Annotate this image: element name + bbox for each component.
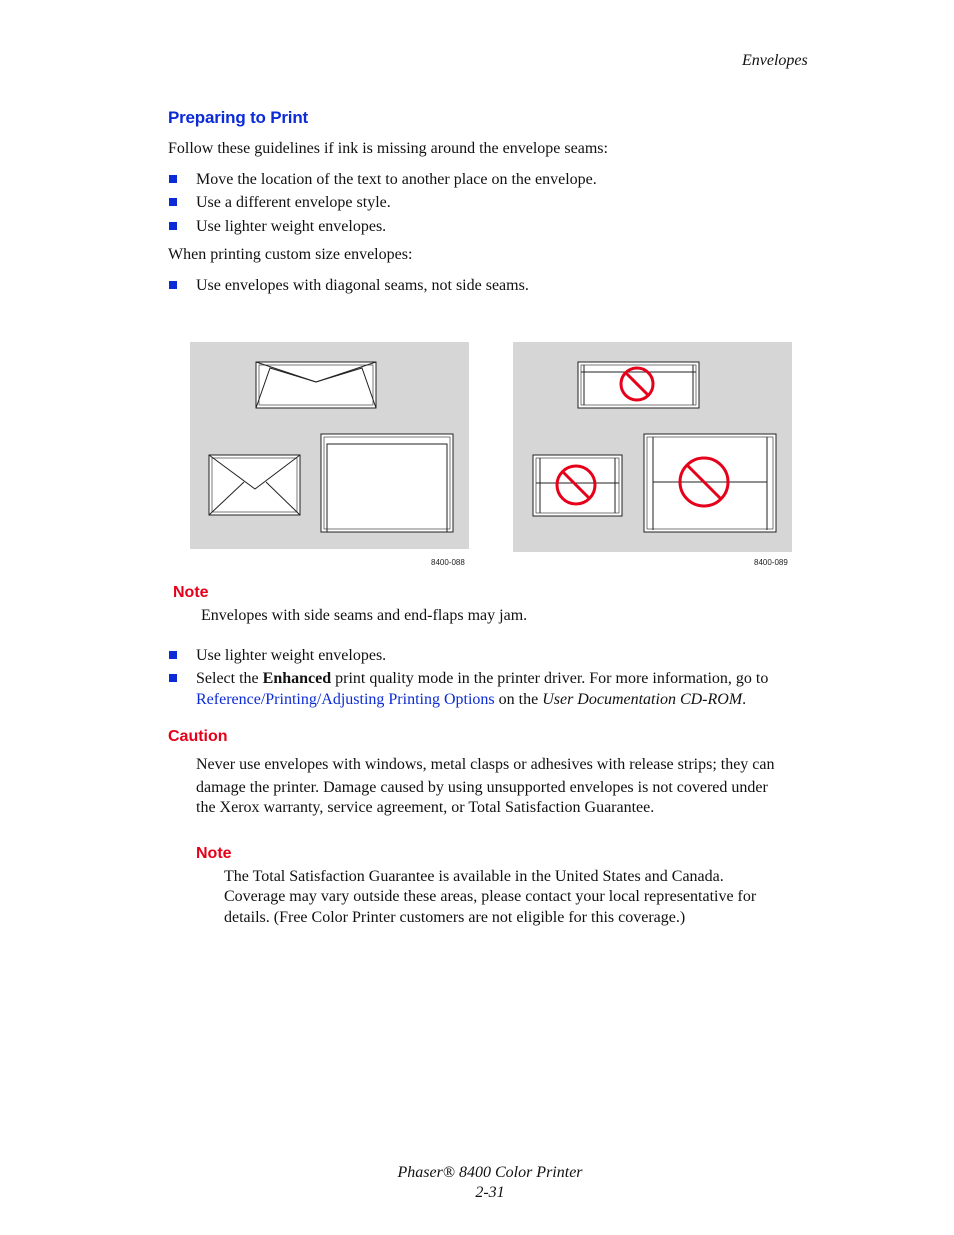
section-title: Preparing to Print bbox=[168, 108, 308, 127]
footer-page-number: 2-31 bbox=[475, 1184, 505, 1201]
list-item-continuation bbox=[196, 689, 746, 710]
bullet-icon bbox=[169, 651, 177, 659]
note-label: Note bbox=[196, 845, 232, 862]
figure-acceptable-envelopes bbox=[190, 342, 469, 549]
note-text: Envelopes with side seams and end-flaps may jam. bbox=[201, 607, 528, 624]
bullet-icon bbox=[169, 281, 177, 289]
caution-text-line: the Xerox warranty, service agreement, or Total Satisfaction Guarantee. bbox=[196, 799, 655, 816]
caution-label: Caution bbox=[168, 728, 228, 745]
list-item-text: . bbox=[742, 691, 747, 708]
bullet-icon bbox=[169, 222, 177, 230]
list-item: Use lighter weight envelopes. bbox=[196, 647, 387, 664]
list-item: Use envelopes with diagonal seams, not side seams. bbox=[196, 277, 529, 294]
custom-size-paragraph: When printing custom size envelopes: bbox=[168, 246, 413, 263]
list-item-text: on the bbox=[494, 691, 543, 708]
list-item-text: print quality mode in the printer driver. For more information, go to bbox=[331, 670, 769, 687]
envelope-icon bbox=[644, 434, 776, 532]
list-item-enhanced bbox=[196, 668, 768, 689]
enhanced-mode-term: Enhanced bbox=[262, 670, 332, 687]
note-label: Note bbox=[173, 584, 209, 601]
list-item-text: Select the bbox=[196, 670, 263, 687]
unacceptable-envelopes-illustration bbox=[513, 342, 792, 552]
note-text-line: Coverage may vary outside these areas, please contact your local representative for bbox=[224, 888, 757, 905]
envelope-icon bbox=[321, 434, 453, 532]
list-item: Move the location of the text to another place on the envelope. bbox=[196, 171, 597, 188]
running-head: Envelopes bbox=[742, 52, 808, 69]
figure-code-left: 8400-088 bbox=[431, 558, 465, 567]
bullet-icon bbox=[169, 175, 177, 183]
caution-text-line: Never use envelopes with windows, metal clasps or adhesives with release strips; they can bbox=[196, 756, 775, 773]
bullet-icon bbox=[169, 198, 177, 206]
envelope-icon bbox=[256, 362, 376, 408]
acceptable-envelopes-illustration bbox=[190, 342, 469, 549]
envelope-icon bbox=[209, 455, 300, 515]
reference-link[interactable]: Reference/Printing/Adjusting Printing Options bbox=[196, 691, 495, 708]
list-item: Use a different envelope style. bbox=[196, 194, 391, 211]
note-text-line: details. (Free Color Printer customers are not eligible for this coverage.) bbox=[224, 909, 686, 926]
note-text-line: The Total Satisfaction Guarantee is available in the United States and Canada. bbox=[224, 868, 724, 885]
intro-paragraph: Follow these guidelines if ink is missing around the envelope seams: bbox=[168, 140, 608, 157]
footer-product: Phaser® 8400 Color Printer bbox=[397, 1164, 583, 1181]
list-item: Use lighter weight envelopes. bbox=[196, 218, 387, 235]
cd-rom-title: User Documentation CD-ROM bbox=[542, 691, 743, 708]
caution-text-line: damage the printer. Damage caused by using unsupported envelopes is not covered under bbox=[196, 779, 768, 796]
figure-unacceptable-envelopes bbox=[513, 342, 792, 552]
bullet-icon bbox=[169, 674, 177, 682]
figure-code-right: 8400-089 bbox=[754, 558, 788, 567]
